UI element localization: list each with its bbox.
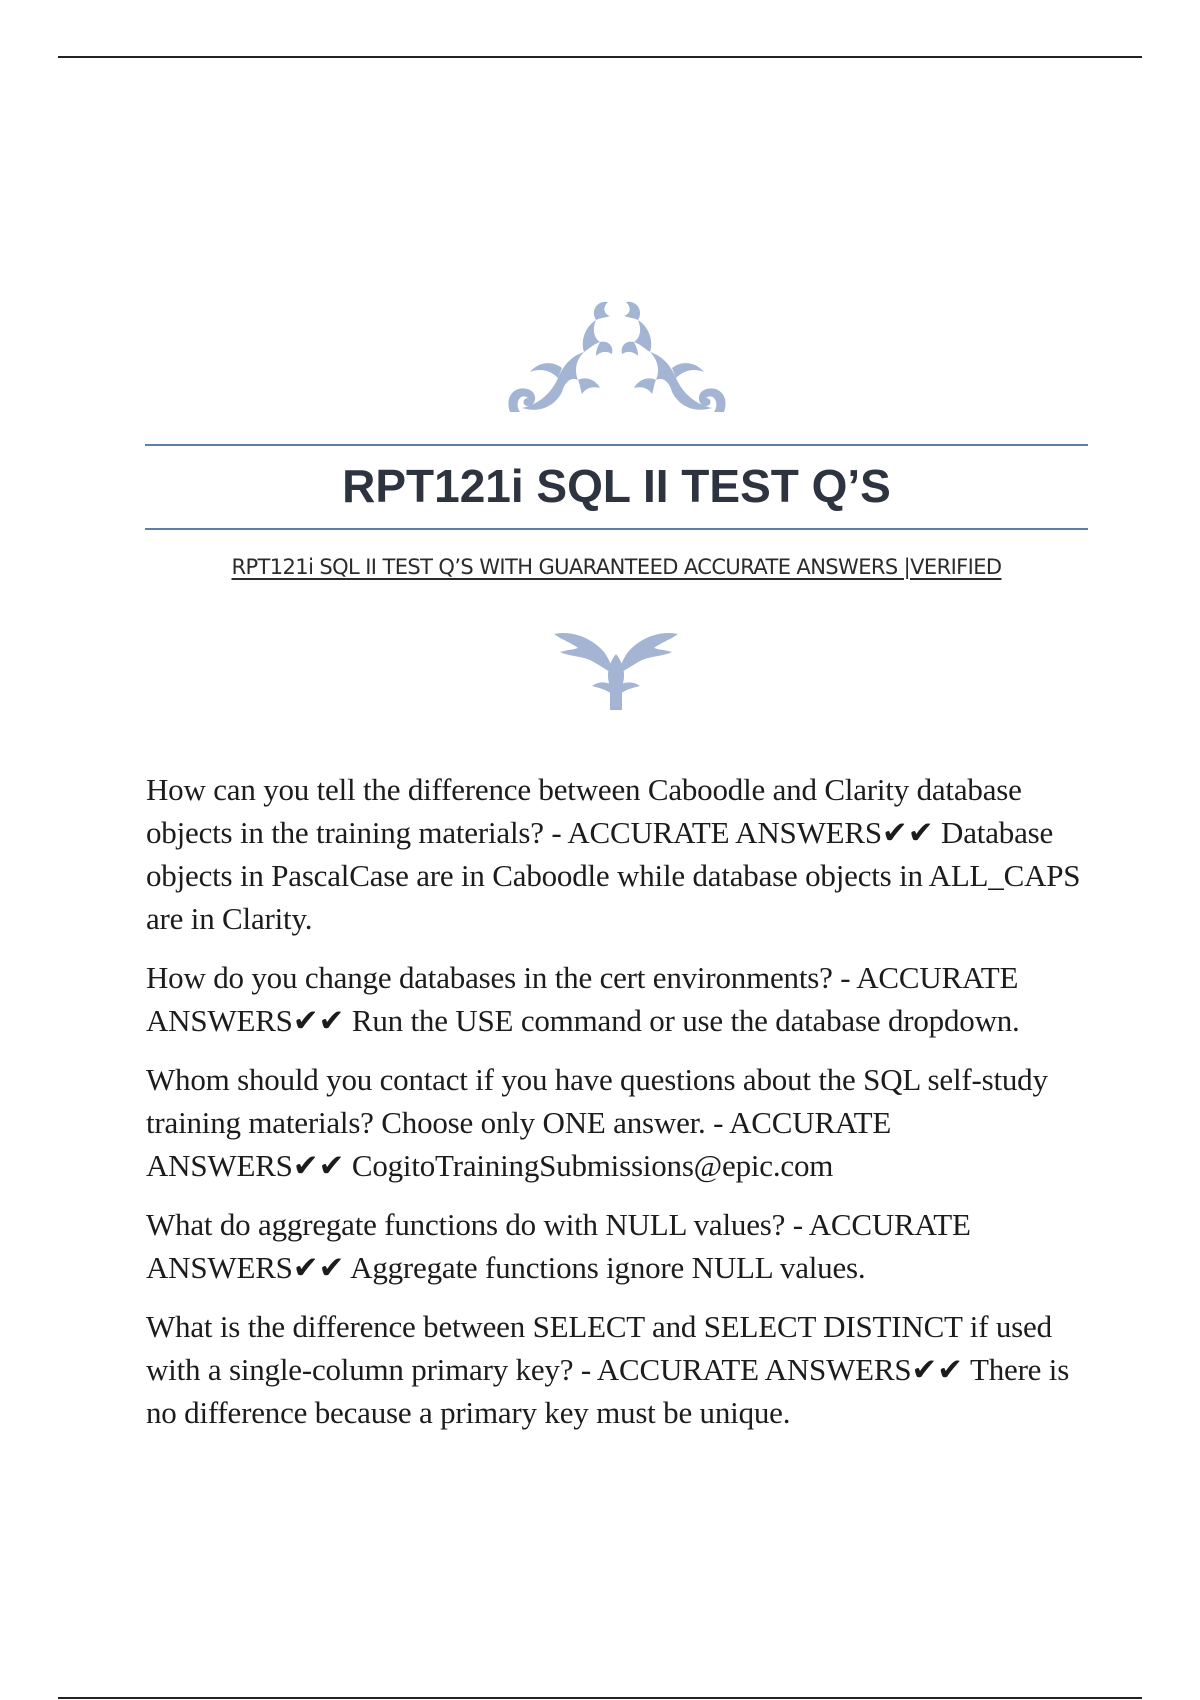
- question-text: How can you tell the difference between Caboodle and Clarity database objects in the training materials?: [146, 772, 1022, 850]
- separator: -: [785, 1207, 809, 1242]
- title-lower-rule: [145, 528, 1088, 530]
- qa-item: [146, 768, 1091, 940]
- qa-list: [146, 768, 1091, 1450]
- double-check-icon: ✔✔: [911, 1352, 963, 1387]
- question-text: How do you change databases in the cert environments?: [146, 960, 833, 995]
- answer-text: Aggregate functions ignore NULL values.: [350, 1250, 866, 1285]
- answer-text: CogitoTrainingSubmissions@epic.com: [351, 1148, 834, 1183]
- qa-item: [146, 956, 1091, 1042]
- accurate-answers-tag: ACCURATE ANSWERS: [567, 815, 882, 850]
- double-check-icon: ✔✔: [292, 1250, 345, 1285]
- page-title: RPT121i SQL II TEST Q’S: [342, 460, 891, 512]
- answer-text: Run the USE command or use the database dropdown.: [351, 1003, 1020, 1038]
- accurate-answers-tag: ACCURATE ANSWERS: [596, 1352, 912, 1387]
- title-upper-rule: [145, 444, 1088, 446]
- floral-flourish-ornament-icon: [500, 296, 734, 428]
- accurate-answers-tag: ACCURATE ANSWERS: [146, 1105, 892, 1183]
- double-check-icon: ✔✔: [292, 1003, 345, 1038]
- answer-text: There is no difference because a primary key must be unique.: [146, 1352, 1070, 1430]
- question-text: What do aggregate functions do with NULL values?: [146, 1207, 786, 1242]
- qa-item: [146, 1058, 1091, 1187]
- fleur-divider-ornament-icon: [552, 630, 680, 712]
- separator: -: [543, 815, 568, 850]
- question-text: Whom should you contact if you have questions about the SQL self-study training materials? Choose only ONE answer.: [146, 1062, 1048, 1140]
- accurate-answers-tag: ACCURATE ANSWERS: [146, 960, 1019, 1038]
- document-subtitle: RPT121i SQL II TEST Q’S WITH GUARANTEED ACCURATE ANSWERS |VERIFIED: [231, 555, 1002, 579]
- double-check-icon: ✔✔: [292, 1148, 345, 1183]
- separator: -: [705, 1105, 730, 1140]
- accurate-answers-tag: ACCURATE ANSWERS: [146, 1207, 971, 1285]
- double-check-icon: ✔✔: [881, 815, 934, 850]
- separator: -: [832, 960, 857, 995]
- page-top-rule: [58, 56, 1142, 58]
- separator: -: [573, 1352, 597, 1387]
- answer-text: Database objects in PascalCase are in Caboodle while database objects in ALL_CAPS are in Clarity.: [146, 815, 1081, 936]
- page-bottom-rule: [58, 1697, 1142, 1699]
- qa-item: [146, 1203, 1091, 1289]
- qa-item: [146, 1305, 1091, 1434]
- question-text: What is the difference between SELECT and SELECT DISTINCT if used with a single-column primary key?: [146, 1309, 1052, 1387]
